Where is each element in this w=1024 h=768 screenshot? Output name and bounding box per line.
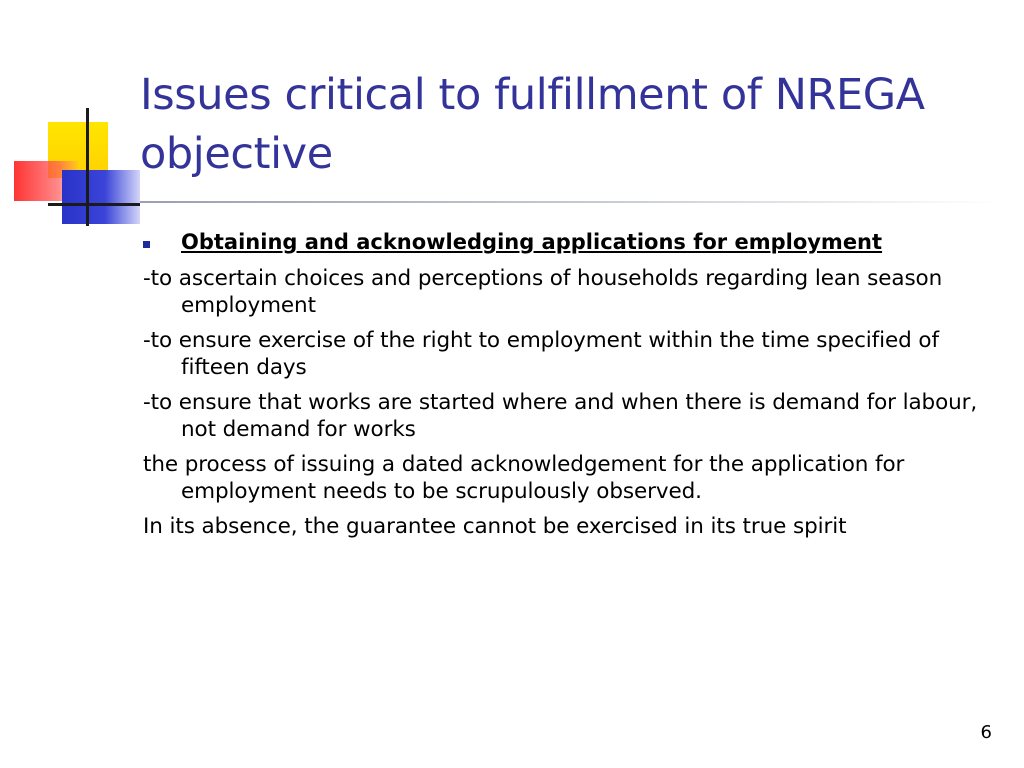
bullet-item: [143, 229, 1003, 256]
vertical-line: [86, 108, 89, 226]
paragraph-right-to-employment: -to ensure exercise of the right to employment within the time specified of fifteen days: [143, 328, 939, 380]
horizontal-line: [48, 203, 140, 206]
paragraph-ascertain-choices: -to ascertain choices and perceptions of households regarding lean season employment: [143, 266, 943, 318]
slide-title: Issues critical to fulfillment of NREGA objective: [140, 70, 925, 179]
paragraph-works-started: -to ensure that works are started where and when there is demand for labour, not demand for works: [143, 390, 978, 442]
bullet-heading: Obtaining and acknowledging applications for employment: [181, 230, 883, 254]
page-number: 6: [980, 722, 992, 743]
paragraph-dated-acknowledgement: the process of issuing a dated acknowledgement for the application for employment needs to be scrupulously observed.: [143, 452, 905, 504]
title-underline-rule: [140, 201, 1000, 203]
paragraph-absence-guarantee: In its absence, the guarantee cannot be exercised in its true spirit: [143, 514, 847, 539]
slide-body: [143, 229, 1003, 548]
blue-square: [62, 170, 140, 224]
square-bullet-icon: [143, 241, 150, 248]
